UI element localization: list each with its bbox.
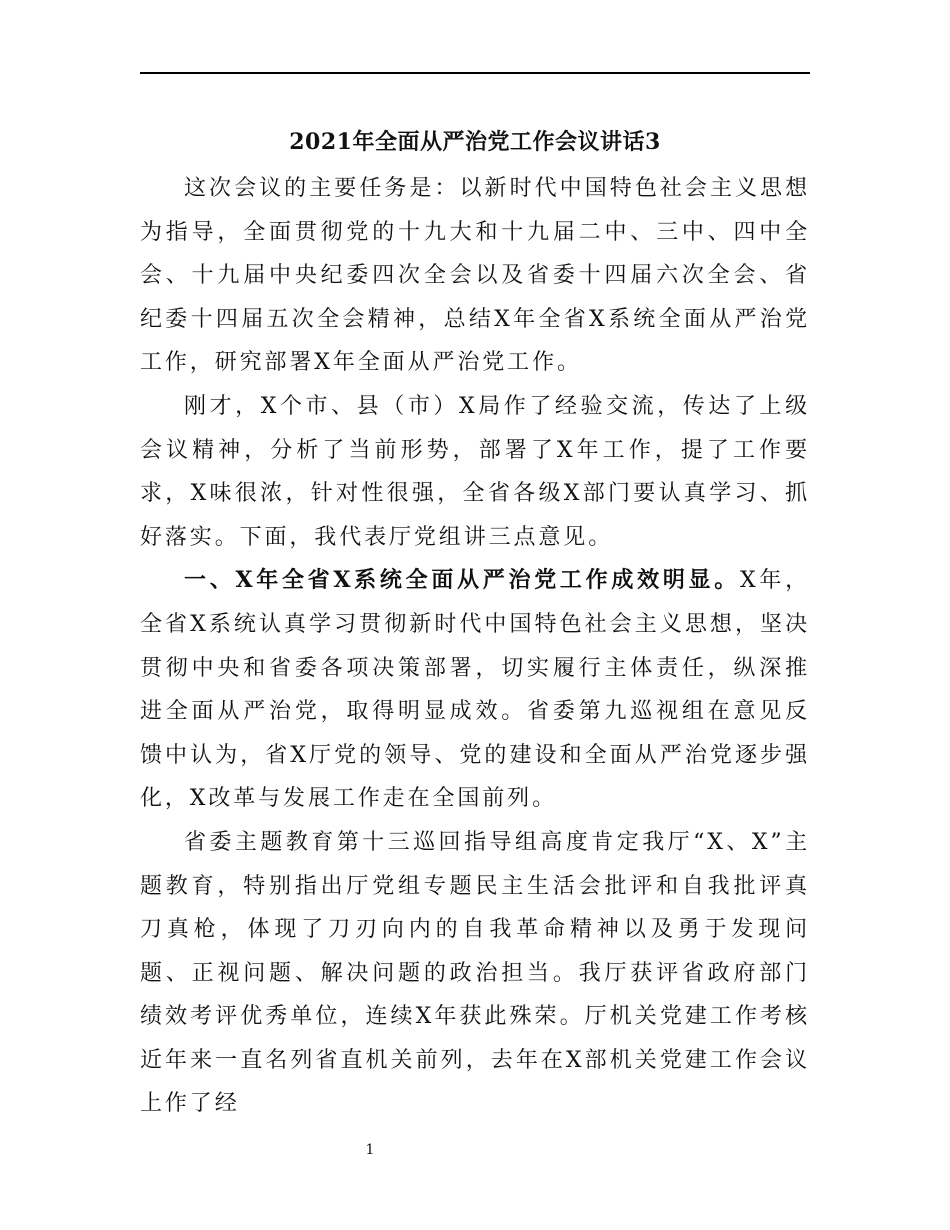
- page-number: 1: [365, 1142, 375, 1158]
- paragraph-inspection: 省委主题教育第十三巡回指导组高度肯定我厅“X、X”主题教育，特别指出厅党组专题民主生活会批评和自我批评真刀真枪，体现了刀刃向内的自我革命精神以及勇于发现问题、正视问题、解决问题的政治担当。我厅获评省政府部门绩效考评优秀单位，连续X年获此殊荣。厅机关党建工作考核近年来一直名列省直机关前列，去年在X部机关党建工作会议上作了经: [140, 829, 810, 1117]
- header-rule: [140, 72, 810, 74]
- document-body: [140, 167, 810, 1126]
- section-one-text: X年，全省X系统认真学习贯彻新时代中国特色社会主义思想，坚决贯彻中央和省委各项决策部署，切实履行主体责任，纵深推进全面从严治党，取得明显成效。省委第九巡视组在意见反馈中认为，省X厅党的领导、党的建设和全面从严治党逐步强化，X改革与发展工作走在全国前列。: [140, 568, 810, 812]
- paragraph-meeting-tasks: 这次会议的主要任务是：以新时代中国特色社会主义思想为指导，全面贯彻党的十九大和十九届二中、三中、四中全会、十九届中央纪委四次全会以及省委十四届六次全会、省纪委十四届五次全会精神，总结X年全省X系统全面从严治党工作，研究部署X年全面从严治党工作。: [140, 176, 810, 376]
- section-one-heading: 一、X年全省X系统全面从严治党工作成效明显。: [184, 567, 740, 594]
- paragraph-section-one: [140, 559, 810, 821]
- paragraph-exchange: 刚才，X个市、县（市）X局作了经验交流，传达了上级会议精神，分析了当前形势，部署了X年工作，提了工作要求，X味很浓，针对性很强，全省各级X部门要认真学习、抓好落实。下面，我代表厅党组讲三点意见。: [140, 393, 810, 550]
- document-title: 2021年全面从严治党工作会议讲话3: [289, 129, 661, 155]
